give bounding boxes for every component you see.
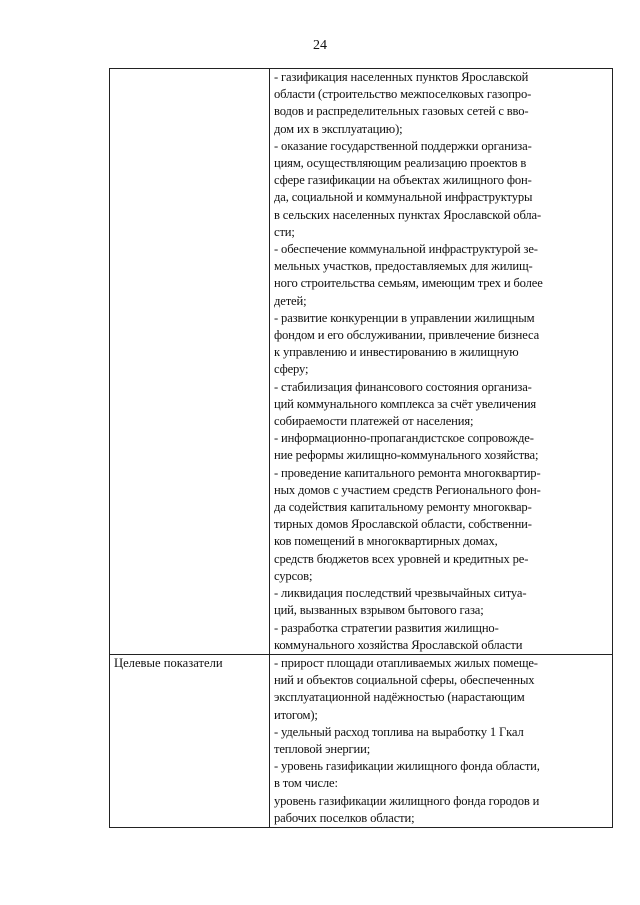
text-line: - информационно-пропагандистское сопровожде- <box>274 431 534 446</box>
text-line: сти; <box>274 224 295 239</box>
table-row <box>110 69 613 655</box>
text-line: - стабилизация финансового состояния организа- <box>274 379 532 394</box>
text-line: - разработка стратегии развития жилищно- <box>274 620 499 635</box>
text-line: ций, вызванных взрывом бытового газа; <box>274 603 484 618</box>
text-line: сфере газификации на объектах жилищного фон- <box>274 173 532 188</box>
text-line: фондом и его обслуживании, привлечение бизнеса <box>274 328 540 343</box>
text-line: тепловой энергии; <box>274 741 371 756</box>
text-line: ков помещений в многоквартирных домах, <box>274 534 498 549</box>
text-line: - проведение капитального ремонта многоквартир- <box>274 465 541 480</box>
row-label-cell: Целевые показатели <box>110 654 270 827</box>
text-line: рабочих поселков области; <box>274 810 415 825</box>
text-line: - удельный расход топлива на выработку 1 Гкал <box>274 724 524 739</box>
text-line: коммунального хозяйства Ярославской области <box>274 637 523 652</box>
text-line: итогом); <box>274 707 318 722</box>
text-line: ние реформы жилищно-коммунального хозяйства; <box>274 448 539 463</box>
text-line: сурсов; <box>274 568 313 583</box>
program-passport-table <box>109 68 613 828</box>
text-line: в том числе: <box>274 776 338 791</box>
text-line: детей; <box>274 293 307 308</box>
row-label-cell <box>110 69 270 655</box>
text-line: да, социальной и коммунальной инфраструктуры <box>274 190 533 205</box>
text-line: ний и объектов социальной сферы, обеспеченных <box>274 673 535 688</box>
text-line: к управлению и инвестированию в жилищную <box>274 345 519 360</box>
text-line: - развитие конкуренции в управлении жилищным <box>274 310 535 325</box>
text-line: дом их в эксплуатацию); <box>274 121 403 136</box>
text-line: водов и распределительных газовых сетей с вво- <box>274 104 529 119</box>
text-line: - уровень газификации жилищного фонда области, <box>274 759 540 774</box>
text-line: средств бюджетов всех уровней и кредитных ре- <box>274 551 529 566</box>
text-line: - оказание государственной поддержки организа- <box>274 138 532 153</box>
text-line: - прирост площади отапливаемых жилых помеще- <box>274 655 538 670</box>
text-line: да содействия капитальному ремонту многоквар- <box>274 500 532 515</box>
text-line: - обеспечение коммунальной инфраструктурой зе- <box>274 242 538 257</box>
text-line: в сельских населенных пунктах Ярославской обла- <box>274 207 541 222</box>
text-line: - газификация населенных пунктов Ярославской <box>274 70 529 84</box>
text-line: циям, осуществляющим реализацию проектов в <box>274 156 527 171</box>
page-number: 24 <box>313 38 327 53</box>
text-line: области (строительство межпоселковых газопро- <box>274 87 532 102</box>
text-line: - ликвидация последствий чрезвычайных ситуа- <box>274 586 527 601</box>
table-row <box>110 654 613 827</box>
text-line: мельных участков, предоставляемых для жилищ- <box>274 259 533 274</box>
row-text-cell <box>270 654 613 827</box>
text-line: эксплуатационной надёжностью (нарастающим <box>274 690 525 705</box>
tasks-text <box>274 69 608 654</box>
text-line: ного строительства семьям, имеющим трех и более <box>274 276 543 291</box>
text-line: уровень газификации жилищного фонда городов и <box>274 793 540 808</box>
text-line: ций коммунального комплекса за счёт увеличения <box>274 396 537 411</box>
text-line: тирных домов Ярославской области, собственни- <box>274 517 532 532</box>
text-line: ных домов с участием средств Регионального фон- <box>274 482 541 497</box>
target-indicators-text <box>274 655 608 827</box>
text-line: сферу; <box>274 362 309 377</box>
text-line: собираемости платежей от населения; <box>274 414 474 429</box>
row-text-cell <box>270 69 613 655</box>
